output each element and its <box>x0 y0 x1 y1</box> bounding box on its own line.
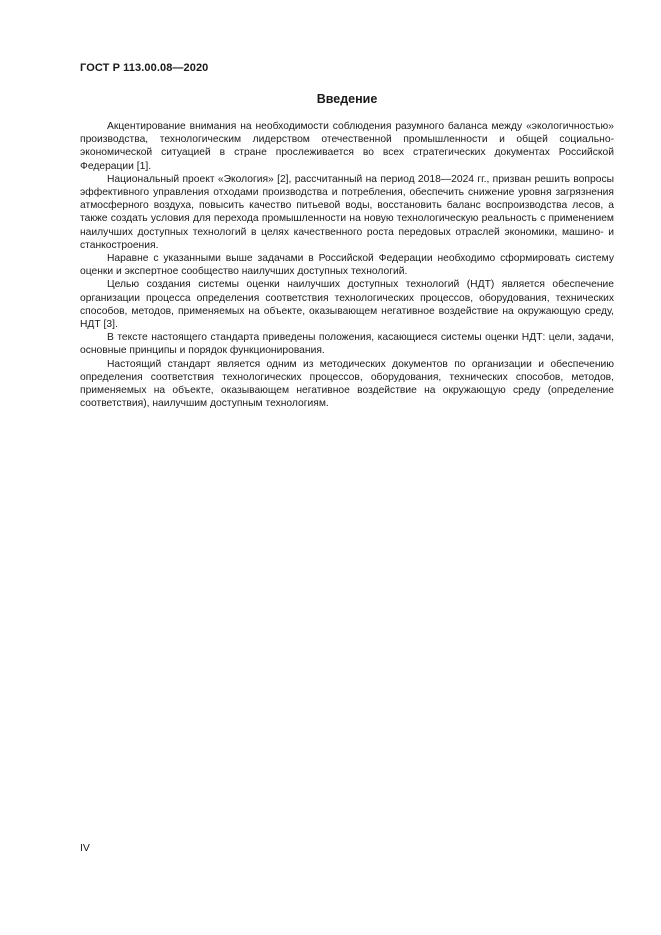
paragraph-2: Национальный проект «Экология» [2], рассчитанный на период 2018—2024 гг., призван решить вопросы эффективного управления отходами производства и потребления, обеспечить снижение уровня загрязнения атмосферного воздуха, повысить качество питьевой воды, восстановить баланс воспроизводства лесов, а также создать условия для перехода промышленности на новую технологическую реальность с применением наилучших доступных технологий в целях качественного роста передовых отраслей экономики, машино- и станкостроения. <box>80 173 614 251</box>
standard-code-header: ГОСТ Р 113.00.08—2020 <box>80 62 209 74</box>
body-text <box>80 120 614 410</box>
paragraph-3: Наравне с указанными выше задачами в Российской Федерации необходимо сформировать систему оценки и экспертное сообщество наилучших доступных технологий. <box>80 253 614 278</box>
paragraph-6: Настоящий стандарт является одним из методических документов по организации и обеспечению определения соответствия технологических процессов, оборудования, технических способов, методов, применяемых на объекте, оказывающем негативное воздействие на окружающую среду (определение соответствия), наилучшим доступным технологиям. <box>80 358 614 410</box>
paragraph-5: В тексте настоящего стандарта приведены положения, касающиеся системы оценки НДТ: цели, задачи, основные принципы и порядок функционирования. <box>80 332 614 357</box>
paragraph-1: Акцентирование внимания на необходимости соблюдения разумного баланса между «экологичностью» производства, технологическим лидерством отечественной промышленности и общей социально-экономической ситуацией в стране прослеживается во всех стратегических документах Российской Федерации [1]. <box>80 121 614 172</box>
section-title: Введение <box>316 92 378 106</box>
page-number: IV <box>80 842 90 854</box>
paragraph-4: Целью создания системы оценки наилучших доступных технологий (НДТ) является обеспечение организации процесса определения соответствия технологических процессов, оборудования, технических способов, методов, применяемых на объекте, оказывающем негативное воздействие на окружающую среду, НДТ [3]. <box>80 279 614 331</box>
